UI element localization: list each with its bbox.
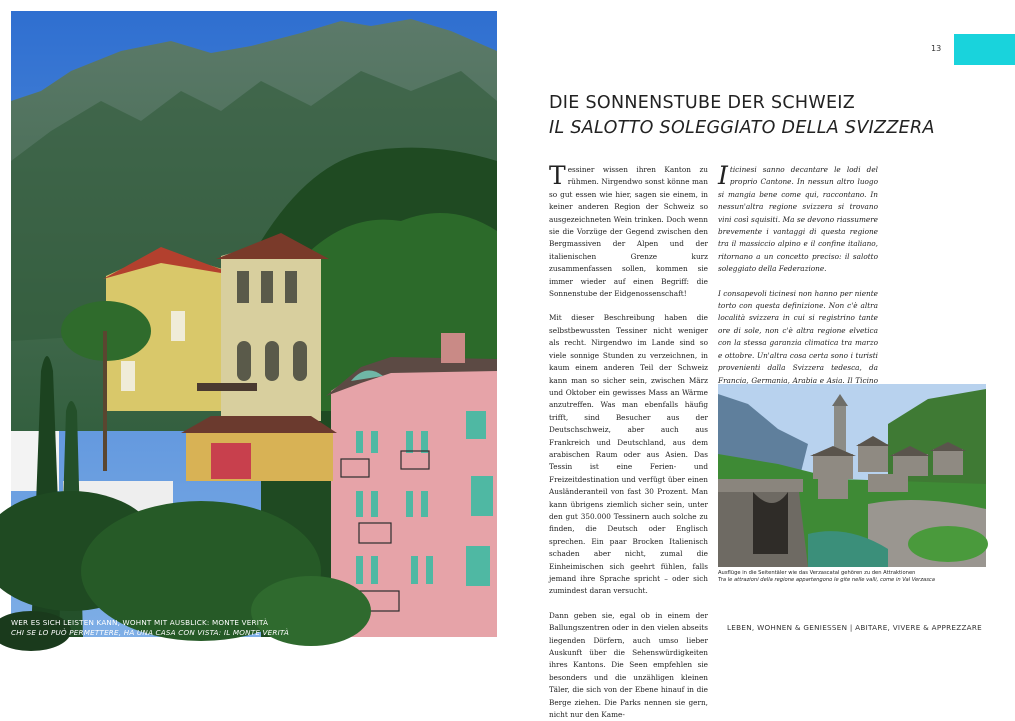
text-column-de: [549, 161, 708, 720]
paragraph-de-1: Tessiner wissen ihren Kanton zu rühmen. Nirgendwo sonst könne man so gut essen wie hier, sagen sie einem, in keiner anderen Region der Schweiz so ausgezeichneten Wein trinken. Doch wenn sie die Vorzüge der Gegend zwischen den Bergmassiven der Alpen und der italienischen Grenze kurz zusammenfassen sollen, kommen sie immer wieder auf einen Begriff: die Sonnenstube der Eidgenossenschaft!: [549, 161, 708, 299]
article-title-it: IL SALOTTO SOLEGGIATO DELLA SVIZZERA: [549, 118, 935, 138]
article-title-de: DIE SONNENSTUBE DER SCHWEIZ: [549, 93, 856, 113]
section-tab: [954, 34, 1015, 65]
verzasca-caption-de: Ausflüge in die Seitentäler wie das Verzascatal gehören zu den Attraktionen: [718, 570, 916, 576]
page-number: 13: [931, 44, 942, 53]
dropcap-it: I: [718, 161, 728, 190]
running-footer: LEBEN, WOHNEN & GENIESSEN | ABITARE, VIVERE & APPREZZARE: [727, 623, 983, 632]
dropcap-de: T: [549, 161, 566, 190]
paragraph-it-2: I consapevoli ticinesi non hanno per niente torto con questa definizione. Non c'è altra località svizzera in cui si registrino tante ore di sole, non c'è altra regione elvetica con la stessa garanzia climatica tra marzo e ottobre. Un'altra cosa certa sono i turisti provenienti dalla Svizzera tedesca, da Francia, Germania, Arabia e Asia. Il Ticino: [718, 288, 878, 385]
villas-illustration: [11, 11, 497, 637]
verzasca-illustration: [718, 384, 986, 567]
monte-verita-photo: [11, 11, 497, 637]
photo-caption-it: CHI SE LO PUÒ PERMETTERE, HA UNA CASA CON VISTA: IL MONTE VERITÀ: [11, 628, 289, 637]
paragraph-it-1: I ticinesi sanno decantare le lodi del proprio Cantone. In nessun altro luogo si mangia bene come qui, raccontano. In nessun'altra regione svizzera si trovano vini così squisiti. Ma se devono riassumere brevemente i vantaggi di questa regione tra il massiccio alpino e il confine italiano, ritornano a un concetto preciso: il salotto soleggiato della Federazione.: [718, 161, 878, 274]
paragraph-de-3: Dann geben sie, egal ob in einem der Ballungszentren oder in den vielen abseits liegenden Dörfern, auch umso lieber Auskunft über die Sehenswürdigkeiten ihres Kantons. Die Seen empfehlen sie besonders und die unzähligen kleinen Täler, die sich von der Ebene hinauf in die Berge ziehen. Die Parks nennen sie gern, nicht nur den Kame-: [549, 610, 708, 720]
paragraph-de-2: Mit dieser Beschreibung haben die selbstbewussten Tessiner nicht weniger als recht. Nirgendwo im Lande sind so viele sonnige Stunden zu verzeichnen, in kaum einem anderen Teil der Schweiz kann man so sicher sein, zwischen März und Oktober ein gewisses Mass an Wärme anzutreffen. Was man ebenfalls häufig trifft, sind Besucher aus der Deutschschweiz, aber auch aus Frankreich und Deutschland, aus dem arabischen Raum oder aus Asien. Das Tessin ist eine Ferien- und Freizeitdestination und verfügt über einen Ausländeranteil von fast 30 Prozent. Man kann übrigens ziemlich sicher sein, unter den gut 350.000 Tessinern auch solche zu finden, die Deutsch oder Englisch sprechen. Ein paar Brocken Italienisch schaden aber nicht, zumal die Einheimischen sich geehrt fühlen, falls jemand ihre Sprache spricht – oder sich zumindest daran versucht.: [549, 313, 708, 596]
verzasca-photo: [718, 384, 986, 567]
photo-caption-de: WER ES SICH LEISTEN KANN, WOHNT MIT AUSBLICK: MONTE VERITÀ: [11, 618, 269, 627]
verzasca-caption-it: Tra le attrazioni della regione appartengono le gite nelle valli, come in Val Verzasca: [718, 577, 935, 583]
verzasca-caption: [718, 570, 986, 584]
photo-caption: [11, 618, 289, 638]
text-column-it: [718, 161, 878, 386]
